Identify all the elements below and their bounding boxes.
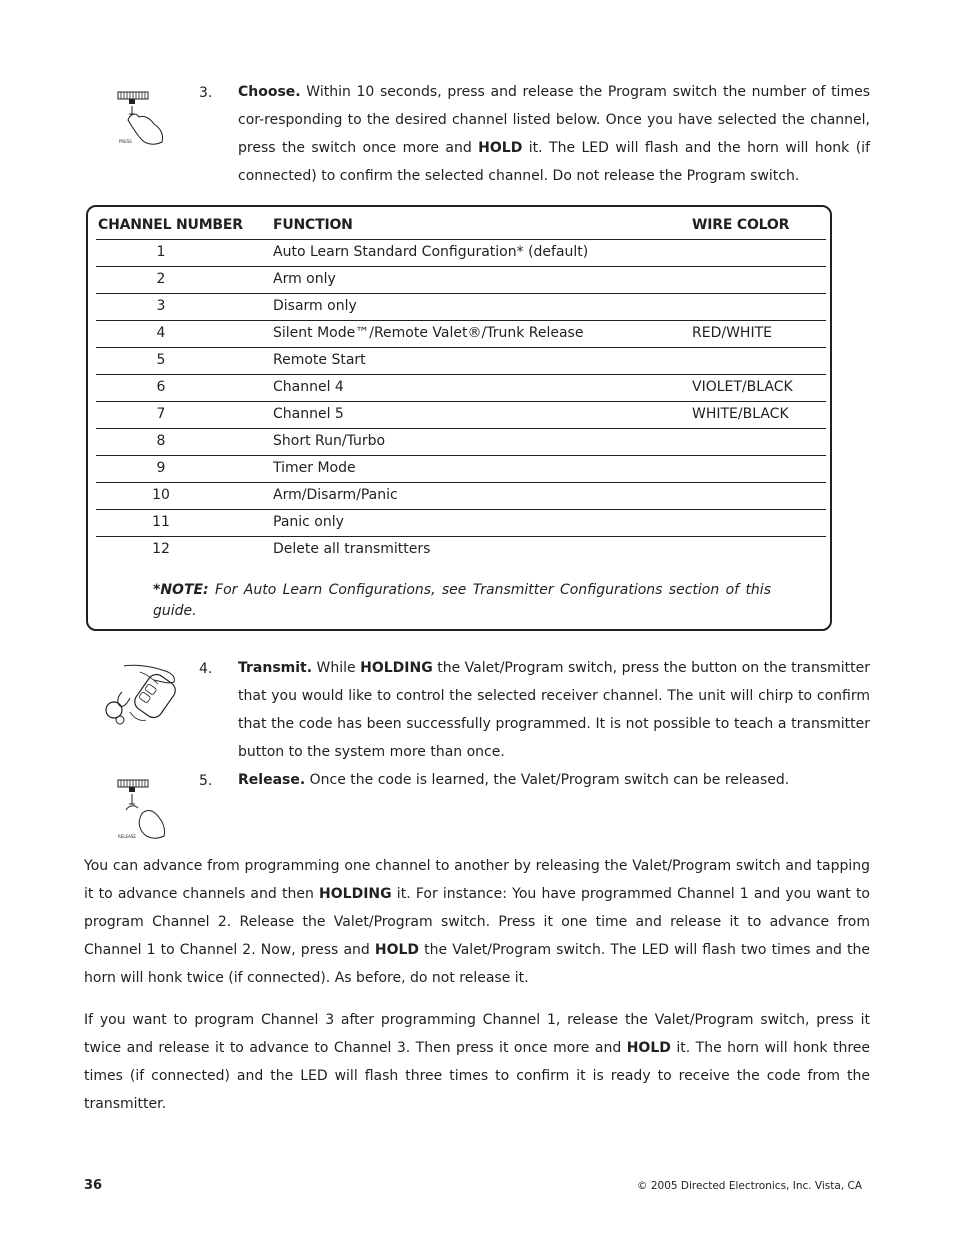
step-4-number: 4. <box>199 661 213 677</box>
header-function: FUNCTION <box>273 217 353 233</box>
hold-emphasis: HOLD <box>478 140 523 156</box>
paragraph-advance-channels: You can advance from programming one channel to another by releasing the Valet/Program switch and tapping it to advance channels and then HOLDING it. For instance: You have programmed Channel 1 and you want to program Channel 2. Release the Valet/Program switch. Press it one time and release it to advance from Channel 1 to Channel 2. Now, press and HOLD the Valet/Program switch. The LED will flash two times and the horn will honk twice (if connected). As before, do not release it. <box>84 858 871 986</box>
note-lead: *NOTE: <box>153 582 209 598</box>
holding-emphasis: HOLDING <box>360 660 433 676</box>
table-row: 5 Remote Start <box>96 348 826 375</box>
table-row: 12 Delete all transmitters <box>152 541 431 557</box>
press-switch-illustration <box>112 90 170 148</box>
release-label: RELEASE <box>118 834 136 839</box>
copyright-notice: © 2005 Directed Electronics, Inc. Vista, CA <box>637 1180 862 1192</box>
paragraph-channel-3: If you want to program Channel 3 after programming Channel 1, release the Valet/Program switch, press it twice and release it to advance to Channel 3. Then press it once more and HOLD it. The horn will honk three times (if connected) and the LED will flash three times to confirm it is ready to receive the code from the transmitter. <box>84 1012 871 1112</box>
step-3-text: Choose. Within 10 seconds, press and release the Program switch the number of times cor-responding to the desired channel listed below. Once you have selected the channel, press the switch once more and HOLD it. The LED will flash and the horn will honk (if connected) to confirm the selected channel. Do not release the Program switch. <box>238 84 870 184</box>
table-row: 7 Channel 5 WHITE/BLACK <box>96 402 826 429</box>
table-row: 11 Panic only <box>96 510 826 537</box>
release-switch-illustration <box>112 778 170 842</box>
table-row: 8 Short Run/Turbo <box>96 429 826 456</box>
transmitter-illustration <box>100 662 180 728</box>
table-header <box>96 215 826 240</box>
header-wire-color: WIRE COLOR <box>692 217 790 233</box>
step-4-text: Transmit. While HOLDING the Valet/Program switch, press the button on the transmitter that you would like to control the selected receiver channel. The unit will chirp to confirm that the code has been successfully programmed. It is not possible to teach a transmitter button to the system more than once. <box>238 660 870 760</box>
press-label: PRESS <box>119 139 132 144</box>
table-body <box>96 240 826 564</box>
step-3-lead: Choose. <box>238 84 301 100</box>
table-row: 3 Disarm only <box>96 294 826 321</box>
step-5-text: Release. Once the code is learned, the Valet/Program switch can be released. <box>238 772 790 788</box>
table-row: 4 Silent Mode™/Remote Valet®/Trunk Release RED/WHITE <box>96 321 826 348</box>
step-3-number: 3. <box>199 85 213 101</box>
table-note: *NOTE: For Auto Learn Configurations, see Transmitter Configurations section of this guide. <box>153 582 771 619</box>
step-5-number: 5. <box>199 773 213 789</box>
table-row: 6 Channel 4 VIOLET/BLACK <box>96 375 826 402</box>
table-row: 1 Auto Learn Standard Configuration* (default) <box>96 240 826 267</box>
page-number: 36 <box>84 1178 103 1193</box>
step-5-lead: Release. <box>238 772 306 788</box>
header-channel-number: CHANNEL NUMBER <box>98 217 243 233</box>
table-row: 10 Arm/Disarm/Panic <box>96 483 826 510</box>
table-row: 9 Timer Mode <box>96 456 826 483</box>
channel-table <box>86 205 832 631</box>
table-row: 2 Arm only <box>96 267 826 294</box>
step-4-lead: Transmit. <box>238 660 313 676</box>
